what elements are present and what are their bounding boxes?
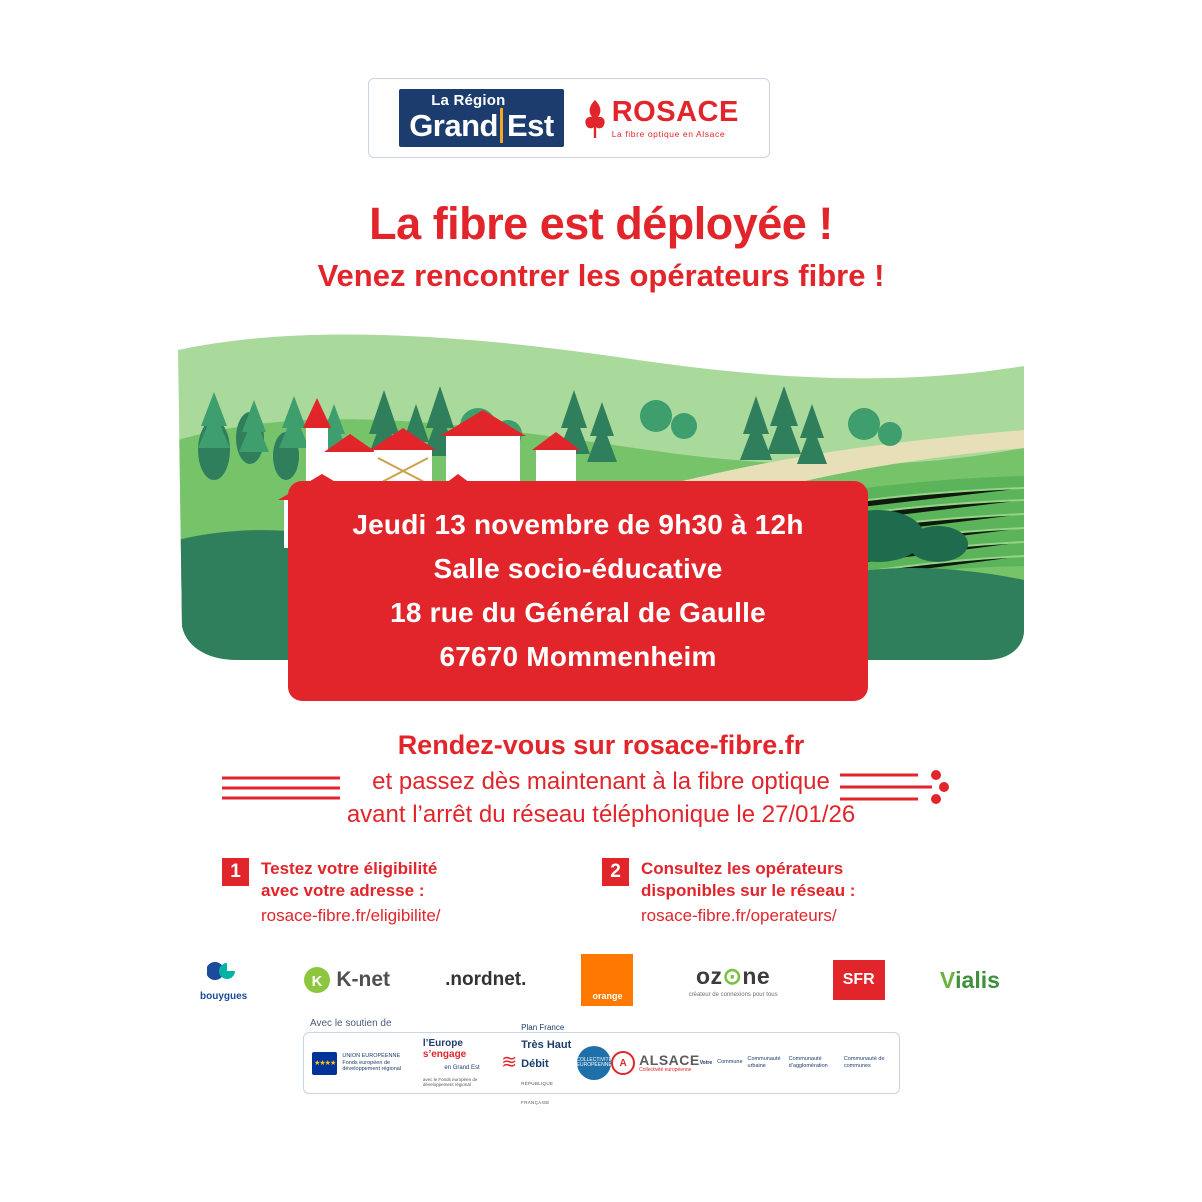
step-1-number: 1 (222, 858, 249, 886)
rendezvous-line2: et passez dès maintenant à la fibre optique (372, 768, 830, 795)
communes-line2: Communauté urbaine (747, 1055, 781, 1069)
grand-est-logo-line2: Grand Est (409, 108, 554, 143)
operator-logo-bouygues (200, 952, 247, 1008)
grand-est-logo-line1: La Région (431, 92, 506, 109)
orange-label: orange (592, 991, 623, 1001)
support-badge (577, 1046, 611, 1080)
step-1-link[interactable]: rosace-fibre.fr/eligibilite/ (261, 906, 441, 926)
rosace-name: ROSACE (611, 95, 739, 128)
communes-line0: Votre (699, 1059, 713, 1066)
step-2-line1: Consultez les opérateurs (641, 859, 844, 878)
plan-france-line1: Plan France (521, 1023, 565, 1033)
alsace-line1: ALSACE (639, 1051, 700, 1068)
event-address: 18 rue du Général de Gaulle (390, 597, 766, 628)
logo-band (368, 78, 770, 158)
event-city: 67670 Mommenheim (439, 641, 717, 672)
event-date: Jeudi 13 novembre de 9h30 à 12h (352, 509, 804, 540)
support-eu (312, 1052, 423, 1075)
svg-text:K: K (311, 973, 323, 990)
badge-circle-icon: COLLECTIVITÉ EUROPÉENNE (577, 1046, 611, 1080)
support-alsace (611, 1051, 700, 1075)
rendezvous-line3: avant l’arrêt du réseau téléphonique le 27/01/26 (346, 801, 856, 828)
sfr-label: SFR (842, 971, 875, 988)
operator-logo-knet (302, 952, 390, 1008)
knet-mark-icon (302, 965, 332, 995)
bouygues-mark-icon (207, 959, 241, 989)
bouygues-label: bouygues (200, 990, 248, 1002)
operator-logo-nordnet: .nordnet. (445, 969, 527, 990)
wave-icon: ≋ (501, 1052, 518, 1074)
headline-block (0, 198, 1202, 294)
step-2-link[interactable]: rosace-fibre.fr/operateurs/ (641, 906, 837, 926)
page-subtitle: Venez rencontrer les opérateurs fibre ! (317, 258, 885, 293)
communes-line4: Communauté de communes (843, 1055, 885, 1069)
step-2-number: 2 (602, 858, 629, 886)
step-1 (222, 858, 441, 927)
alsace-mark-icon: A (611, 1051, 635, 1075)
operator-logo-orange (581, 952, 633, 1008)
step-2-line2: disponibles sur le réseau : (641, 881, 856, 901)
operator-logo-ozone (689, 952, 778, 1008)
operator-logos (200, 950, 1000, 1010)
ozone-label: oz⊙ne (696, 962, 771, 989)
plan-france-line2: Très Haut Débit (521, 1039, 572, 1070)
engage-line3: avec le Fonds européen de développement régional (422, 1077, 478, 1088)
plan-france-line3: RÉPUBLIQUE FRANÇAISE (521, 1081, 554, 1105)
engage-line2: en Grand Est (444, 1064, 480, 1071)
rosace-flower-icon (582, 98, 608, 138)
eu-line2: Fonds européen de développement régional (342, 1059, 402, 1073)
engage-line1a: l’Europe (422, 1037, 463, 1049)
vialis-label: ialis (955, 966, 1000, 993)
step-1-line1: Testez votre éligibilité (261, 859, 438, 878)
operator-logo-vialis: V ialis (939, 966, 1000, 993)
eu-line1: UNION EUROPÉENNE (342, 1052, 401, 1059)
event-info-card (288, 481, 868, 701)
event-venue: Salle socio-éducative (433, 553, 723, 584)
alsace-line2: Collectivité européenne (639, 1066, 692, 1073)
support-plan-france (501, 1017, 577, 1109)
support-communes (700, 1056, 891, 1071)
page-title: La fibre est déployée ! (369, 198, 833, 249)
fiber-lines-right-icon (840, 765, 950, 810)
support-europe-engage (423, 1038, 501, 1088)
rosace-logo (582, 95, 739, 139)
ozone-tagline: créateur de connexions pour tous (688, 991, 778, 998)
support-label: Avec le soutien de (310, 1018, 392, 1029)
step-1-line2: avec votre adresse : (261, 881, 425, 901)
knet-label: K-net (336, 968, 390, 991)
rendezvous-block (0, 730, 1202, 829)
grand-est-logo (399, 89, 564, 147)
rendezvous-line1: Rendez-vous sur rosace-fibre.fr (397, 730, 805, 760)
rosace-tagline: La fibre optique en Alsace (611, 128, 726, 139)
communes-line1: Commune (717, 1059, 743, 1066)
engage-line1b: s’engage (422, 1048, 467, 1060)
step-2 (602, 858, 855, 927)
operator-logo-sfr (833, 952, 885, 1008)
fiber-lines-left-icon (222, 770, 342, 810)
communes-line3: Communauté d’agglomération (788, 1055, 828, 1069)
eu-flag-icon: ★★★★ (312, 1052, 337, 1075)
rosace-text (611, 95, 739, 139)
